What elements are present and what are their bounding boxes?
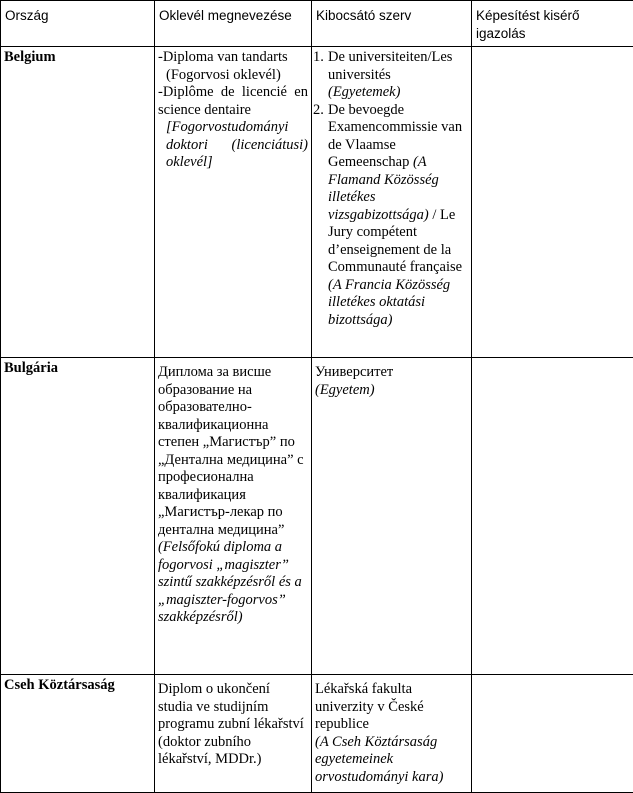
diploma-name: Diplom o ukončení studia ve studijním programu zubní lékařství (doktor zubního lékařství, MDDr.) — [158, 681, 304, 767]
diploma-name: -Diplôme de licencié en science dentaire — [158, 84, 308, 119]
diploma-translation: [Fogorvostudományi doktori (licenciátusi) oklevél] — [158, 119, 308, 172]
issuer-translation: (A Francia Közösség illetékes oktatási bizottsága) — [328, 277, 450, 328]
country-cell — [1, 358, 155, 675]
diploma-cell — [155, 675, 312, 793]
issuer-translation: (A Flamand Közösség illetékes vizsgabizottsága) — [328, 154, 439, 223]
item-number: 2. — [313, 102, 328, 330]
issuer-cell — [312, 358, 472, 675]
header-diploma: Oklevél megnevezése — [155, 1, 312, 47]
issuer-translation: (Egyetem) — [315, 382, 468, 400]
issuer-name: Университет — [315, 364, 468, 382]
header-country: Ország — [1, 1, 155, 47]
table-row — [1, 47, 633, 358]
diploma-cell — [155, 47, 312, 358]
country-cell — [1, 675, 155, 793]
issuer-name: / Le Jury compétent d’enseignement de la Communauté française — [328, 207, 462, 276]
certificate-cell — [472, 47, 633, 358]
issuer-name: De universiteiten/Les universités — [328, 49, 468, 84]
header-certificate: Képesítést kisérő igazolás — [472, 1, 633, 47]
diploma-name: Диплома за висше образование на образователно-квалификационна степен „Магистър” по „Дентална медицина” с професионална квалификация „Магистър-лекар по дентална медицина” — [158, 364, 304, 538]
item-number: 1. — [313, 49, 328, 102]
table-row — [1, 675, 633, 793]
country-name: Belgium — [4, 49, 56, 65]
issuer-item — [313, 49, 468, 102]
diploma-cell — [155, 358, 312, 675]
country-cell — [1, 47, 155, 358]
country-name: Bulgária — [4, 360, 58, 376]
country-name: Cseh Köztársaság — [4, 677, 115, 693]
issuer-cell — [312, 47, 472, 358]
table-row — [1, 358, 633, 675]
diploma-name: -Diploma van tandarts — [158, 49, 308, 67]
issuer-translation: (Egyetemek) — [328, 84, 468, 102]
header-row — [1, 1, 633, 47]
issuer-translation: (A Cseh Köztársaság egyetemeinek orvostudományi kara) — [315, 734, 468, 787]
header-issuer: Kibocsátó szerv — [312, 1, 472, 47]
issuer-item — [313, 102, 468, 330]
certificate-cell — [472, 358, 633, 675]
diploma-translation: (Felsőfokú diploma a fogorvosi „magiszter” szintű szakképzésről és a „magiszter-fogorvos” szakképzésről) — [158, 539, 302, 625]
issuer-name: Lékařská fakulta univerzity v České republice — [315, 681, 468, 734]
issuer-cell — [312, 675, 472, 793]
certificate-cell — [472, 675, 633, 793]
issuer-name: De bevoegde Examencommissie van de Vlaamse Gemeenschap — [328, 102, 462, 171]
diploma-translation: (Fogorvosi oklevél) — [158, 67, 308, 85]
